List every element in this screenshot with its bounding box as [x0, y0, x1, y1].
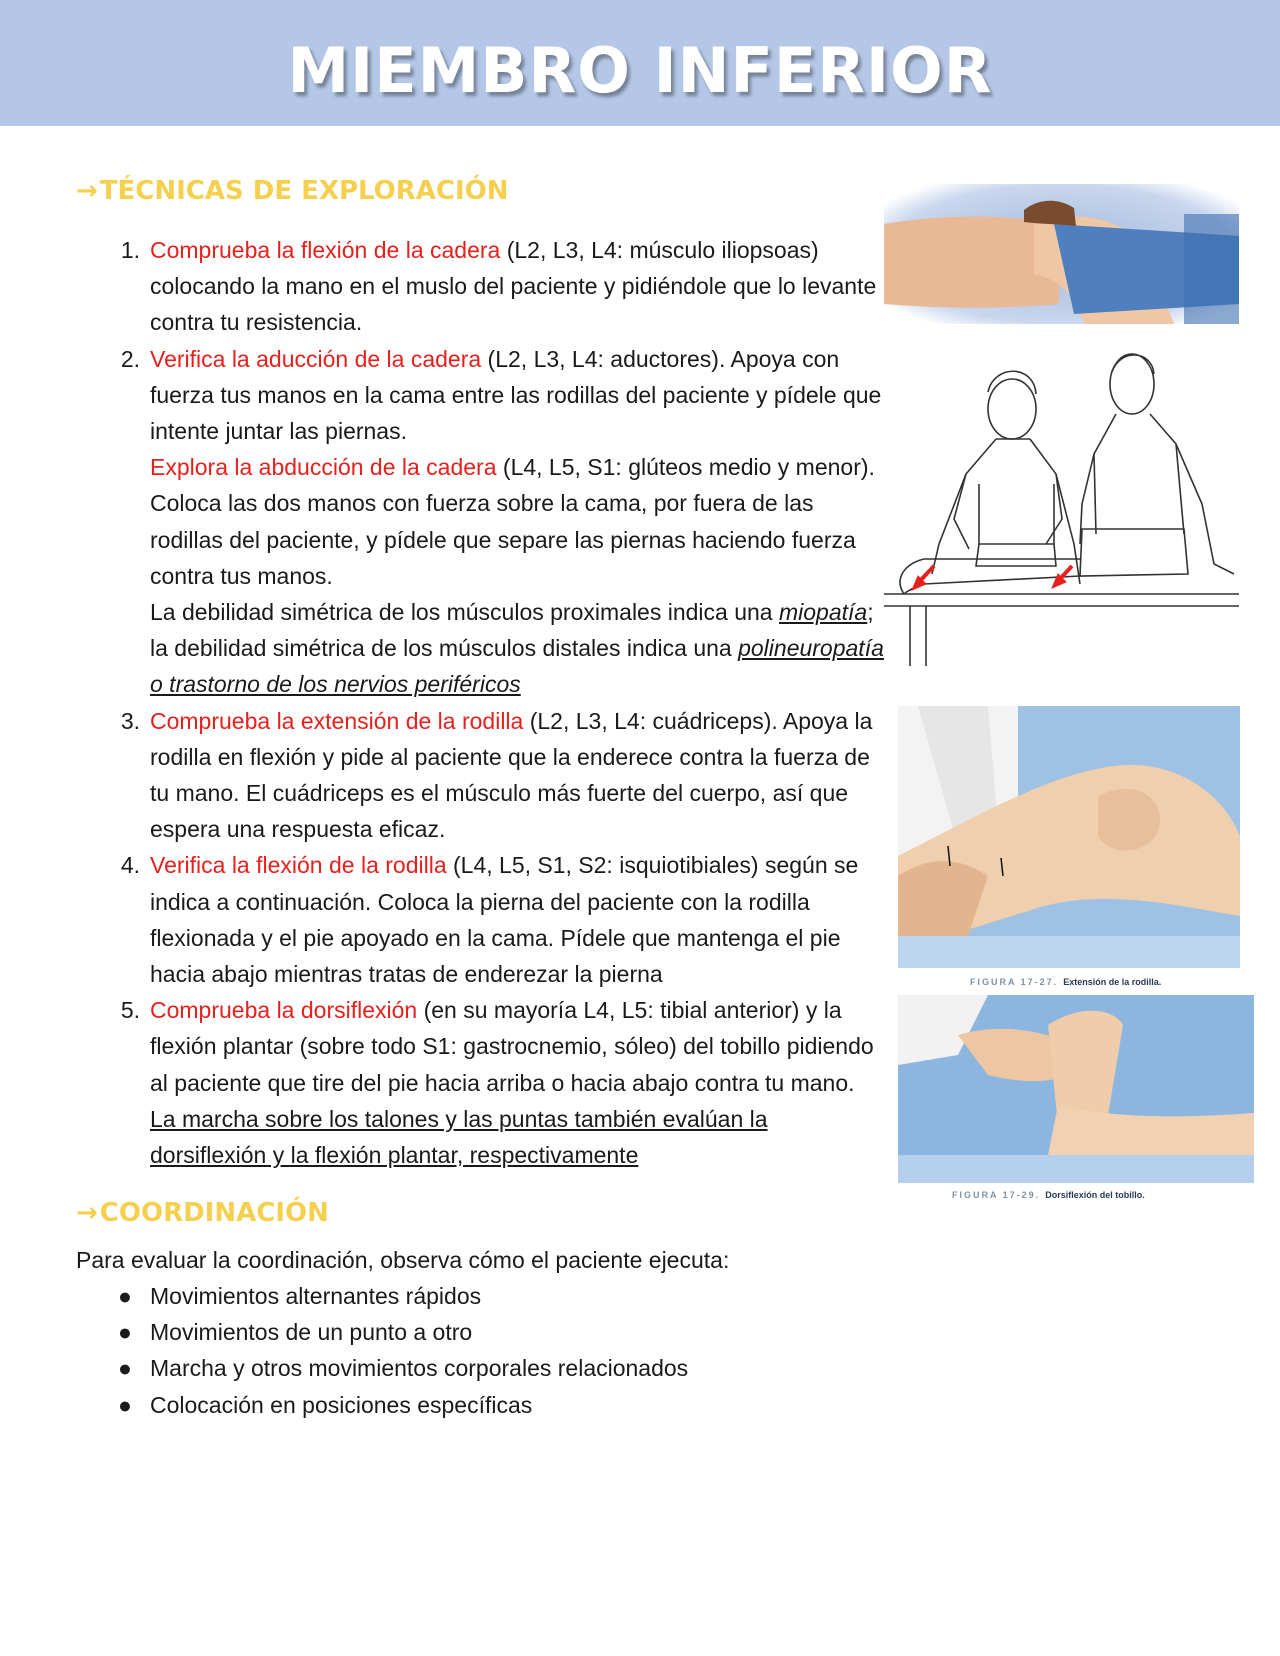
- figure-caption-text: Dorsiflexión del tobillo.: [1045, 1190, 1145, 1200]
- step-note-term: miopatía: [779, 599, 868, 626]
- step-note: ; la debilidad simétrica de los músculos distales indica una: [150, 599, 874, 662]
- ankle-dorsiflexion-photo: [898, 995, 1254, 1183]
- list-item: [104, 1278, 688, 1314]
- step-note-term: polineuropatía o trastorno de los nervios periféricos: [150, 635, 884, 698]
- figure-caption: [952, 1190, 1145, 1200]
- list-item-text: Movimientos de un punto a otro: [150, 1319, 473, 1346]
- step-highlight: Verifica la aducción de la cadera: [150, 345, 482, 372]
- step-highlight: Comprueba la extensión de la rodilla: [150, 707, 524, 734]
- ankle-dorsiflexion-illustration: [898, 995, 1254, 1183]
- section-heading-exploration: [76, 176, 509, 206]
- hip-abduction-drawing: [884, 344, 1239, 666]
- figure-caption-text: Extensión de la rodilla.: [1063, 977, 1162, 987]
- step-item: [104, 992, 884, 1173]
- figure-label: FIGURA 17-29.: [952, 1190, 1041, 1200]
- step-underlined-note: La marcha sobre los talones y las puntas también evalúan la dorsiflexión y la flexión plantar, respectivamente: [150, 1105, 768, 1169]
- step-highlight: Verifica la flexión de la rodilla: [150, 852, 447, 879]
- step-item: [104, 703, 884, 848]
- hip-flexion-photo: [884, 184, 1239, 324]
- list-item-text: Marcha y otros movimientos corporales relacionados: [150, 1355, 689, 1382]
- step-item: [104, 847, 884, 992]
- list-item: [104, 1387, 688, 1423]
- step-highlight-secondary: Explora la abducción de la cadera: [150, 454, 497, 481]
- bullet-icon: ●: [118, 1283, 132, 1309]
- step-number: 4.: [120, 852, 140, 879]
- step-text: (en su mayoría L4, L5: tibial anterior) y la flexión plantar (sobre todo S1: gastrocnemio, sóleo) del tobillo pidiendo al paciente que tire del pie hacia arriba o hacia abajo contra tu mano.: [150, 997, 874, 1096]
- step-item: [104, 341, 884, 703]
- list-item-text: Movimientos alternantes rápidos: [150, 1283, 482, 1309]
- step-item: [104, 232, 884, 341]
- section-heading-label: COORDINACIÓN: [99, 1198, 329, 1228]
- figure-caption: [970, 977, 1161, 987]
- figure-label: FIGURA 17-27.: [970, 977, 1059, 987]
- step-number: 5.: [120, 997, 140, 1024]
- coordination-intro: Para evaluar la coordinación, observa cómo el paciente ejecuta:: [76, 1247, 730, 1273]
- list-item: [104, 1350, 688, 1386]
- arrow-right-icon: →: [76, 1198, 98, 1228]
- step-highlight: Comprueba la flexión de la cadera: [150, 237, 501, 263]
- step-note: La debilidad simétrica de los músculos proximales indica una: [150, 599, 779, 626]
- step-text-secondary: (L4, L5, S1: glúteos medio y menor). Coloca las dos manos con fuerza sobre la cama, por fuera de las rodillas del paciente, y pídele que separe las piernas haciendo fuerza contra tus manos.: [150, 454, 875, 589]
- step-text: (L2, L3, L4: aductores). Apoya con fuerza tus manos en la cama entre las rodillas del paciente y pídele que intente juntar las piernas.: [150, 345, 882, 445]
- hip-flexion-illustration: [884, 184, 1239, 324]
- exploration-steps: [104, 232, 884, 1173]
- bullet-icon: ●: [118, 1355, 132, 1382]
- page-title: MIEMBRO INFERIOR: [287, 34, 993, 107]
- list-item-text: Colocación en posiciones específicas: [150, 1391, 533, 1418]
- hip-abduction-illustration: [884, 344, 1239, 666]
- step-highlight: Comprueba la dorsiflexión: [150, 997, 418, 1024]
- list-item: [104, 1314, 688, 1350]
- bullet-icon: ●: [118, 1319, 132, 1346]
- section-heading-coordination: [76, 1198, 329, 1228]
- section-heading-label: TÉCNICAS DE EXPLORACIÓN: [99, 176, 509, 206]
- coordination-list: [104, 1278, 688, 1423]
- step-number: 3.: [120, 707, 140, 734]
- knee-extension-illustration: [898, 706, 1240, 968]
- step-text: (L2, L3, L4: músculo iliopsoas) colocando la mano en el muslo del paciente y pidiéndole que lo levante contra tu resistencia.: [150, 237, 877, 336]
- arrow-right-icon: →: [76, 176, 98, 206]
- knee-extension-photo: [898, 706, 1240, 968]
- step-number: 2.: [120, 345, 140, 372]
- step-text: (L2, L3, L4: cuádriceps). Apoya la rodilla en flexión y pide al paciente que la enderece contra la fuerza de tu mano. El cuádriceps es el músculo más fuerte del cuerpo, así que espera una respuesta eficaz.: [150, 707, 873, 843]
- step-number: 1.: [120, 237, 140, 263]
- step-text: (L4, L5, S1, S2: isquiotibiales) según se indica a continuación. Coloca la pierna del paciente con la rodilla flexionada y el pie apoyado en la cama. Pídele que mantenga el pie hacia abajo mientras tratas de enderezar la pierna: [150, 852, 859, 988]
- bullet-icon: ●: [118, 1391, 132, 1418]
